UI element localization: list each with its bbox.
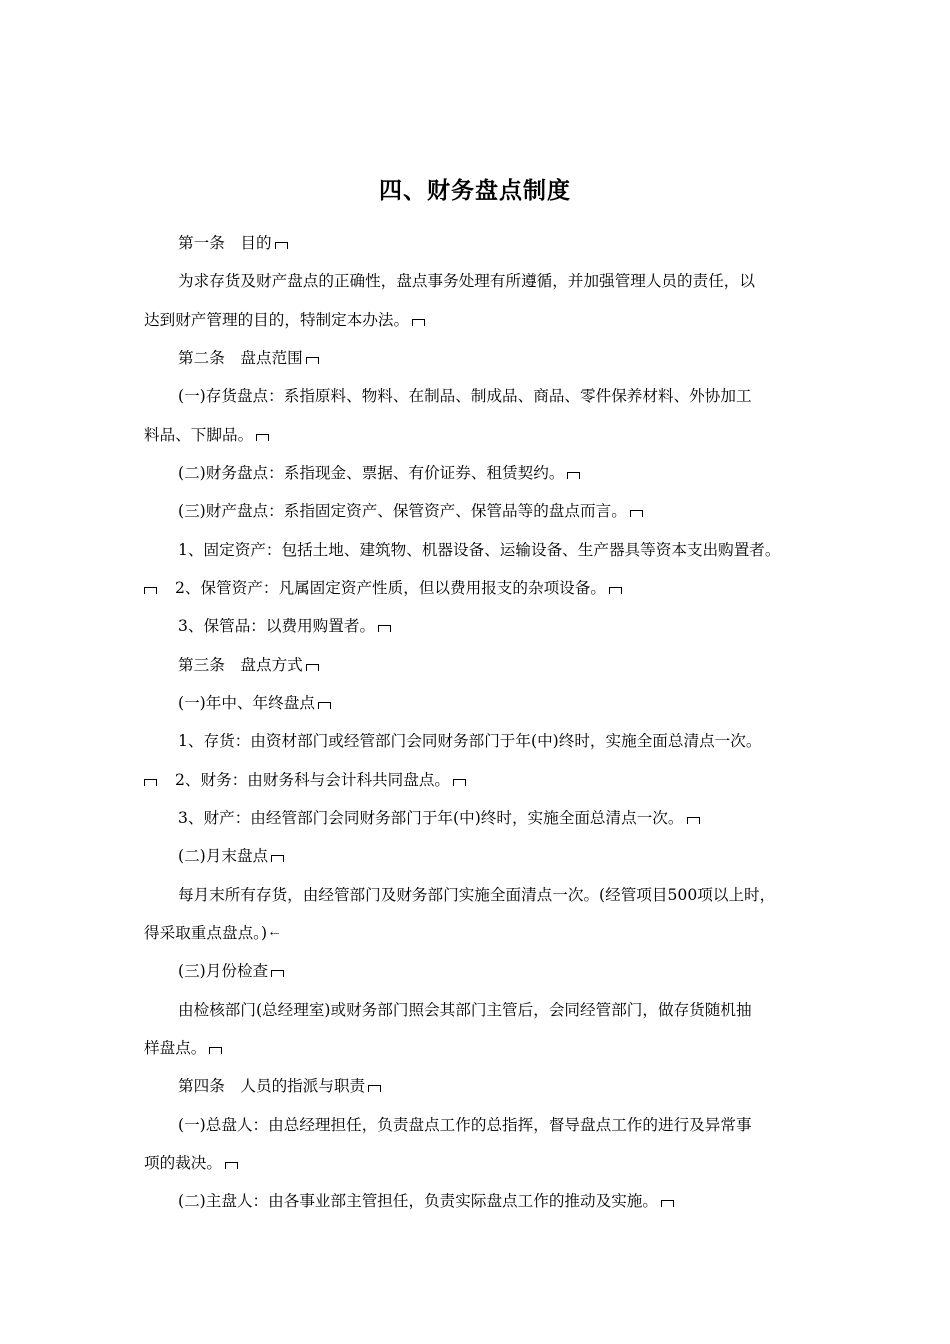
paragraph-line: 达到财产管理的目的，特制定本办法。 [144,310,425,330]
paragraph-mark-icon [144,779,157,786]
paragraph-line: 得采取重点盘点。) ⇠ [144,924,280,942]
paragraph-line: (一)年中、年终盘点 [178,693,331,713]
paragraph-mark-icon [368,1085,381,1092]
paragraph-line: 料品、下脚品。 [144,425,269,445]
paragraph-mark-icon [453,779,466,786]
article-heading: 第二条 盘点范围 [178,348,319,368]
paragraph-line: 由检核部门(总经理室)或财务部门照会其部门主管后，会同经管部门，做存货随机抽 [178,1001,752,1019]
paragraph-mark-icon [567,472,580,479]
paragraph-mark-icon [271,855,284,862]
paragraph-mark-icon [661,1200,674,1207]
paragraph-mark-icon [306,357,319,364]
paragraph-line: 项的裁决。 [144,1153,238,1173]
paragraph-line: (二)月末盘点 [178,846,284,866]
paragraph-line: (二)财务盘点：系指现金、票据、有价证券、租赁契约。 [178,463,580,483]
paragraph-line: 1、固定资产：包括土地、建筑物、机器设备、运输设备、生产器具等资本支出购置者。 [178,541,781,559]
paragraph-mark-icon [271,970,284,977]
paragraph-mark-icon [306,664,319,671]
paragraph-mark-icon [144,587,157,594]
paragraph-line: 3、财产：由经管部门会同财务部门于年(中)终时，实施全面总清点一次。 [178,808,700,828]
paragraph-line: 2、财务：由财务科与会计科共同盘点。 [144,770,466,790]
paragraph-mark-icon [209,1047,222,1054]
paragraph-line: (一)存货盘点：系指原料、物料、在制品、制成品、商品、零件保养材料、外协加工 [178,387,752,405]
paragraph-line: 每月末所有存货，由经管部门及财务部门实施全面清点一次。(经管项目500项以上时， [178,886,776,904]
paragraph-line: (一)总盘人：由总经理担任，负责盘点工作的总指挥，督导盘点工作的进行及异常事 [178,1116,752,1134]
article-heading: 第一条 目的 [178,233,288,253]
paragraph-mark-icon [630,510,643,517]
paragraph-line: (三)财产盘点：系指固定资产、保管资产、保管品等的盘点而言。 [178,501,643,521]
paragraph-line: 为求存货及财产盘点的正确性，盘点事务处理有所遵循，并加强管理人员的责任，以 [178,272,755,290]
paragraph-mark-icon [275,242,288,249]
paragraph-line: (二)主盘人：由各事业部主管担任，负责实际盘点工作的推动及实施。 [178,1191,674,1211]
paragraph-mark-icon [687,817,700,824]
paragraph-mark-icon [609,587,622,594]
paragraph-line: 样盘点。 [144,1038,222,1058]
paragraph-mark-icon [225,1162,238,1169]
article-heading: 第三条 盘点方式 [178,655,319,675]
paragraph-mark-icon [318,702,331,709]
paragraph-mark-icon [378,625,391,632]
document-title: 四、财务盘点制度 [379,178,571,204]
paragraph-line: 2、保管资产：凡属固定资产性质，但以费用报支的杂项设备。 [144,578,622,598]
paragraph-mark-icon [412,319,425,326]
paragraph-line: 3、保管品：以费用购置者。 [178,616,391,636]
paragraph-mark-icon [256,434,269,441]
line-break-icon: ⇠ [270,927,280,940]
article-heading: 第四条 人员的指派与职责 [178,1076,381,1096]
paragraph-line: 1、存货：由资材部门或经管部门会同财务部门于年(中)终时，实施全面总清点一次。 [178,732,762,750]
paragraph-line: (三)月份检查 [178,961,284,981]
